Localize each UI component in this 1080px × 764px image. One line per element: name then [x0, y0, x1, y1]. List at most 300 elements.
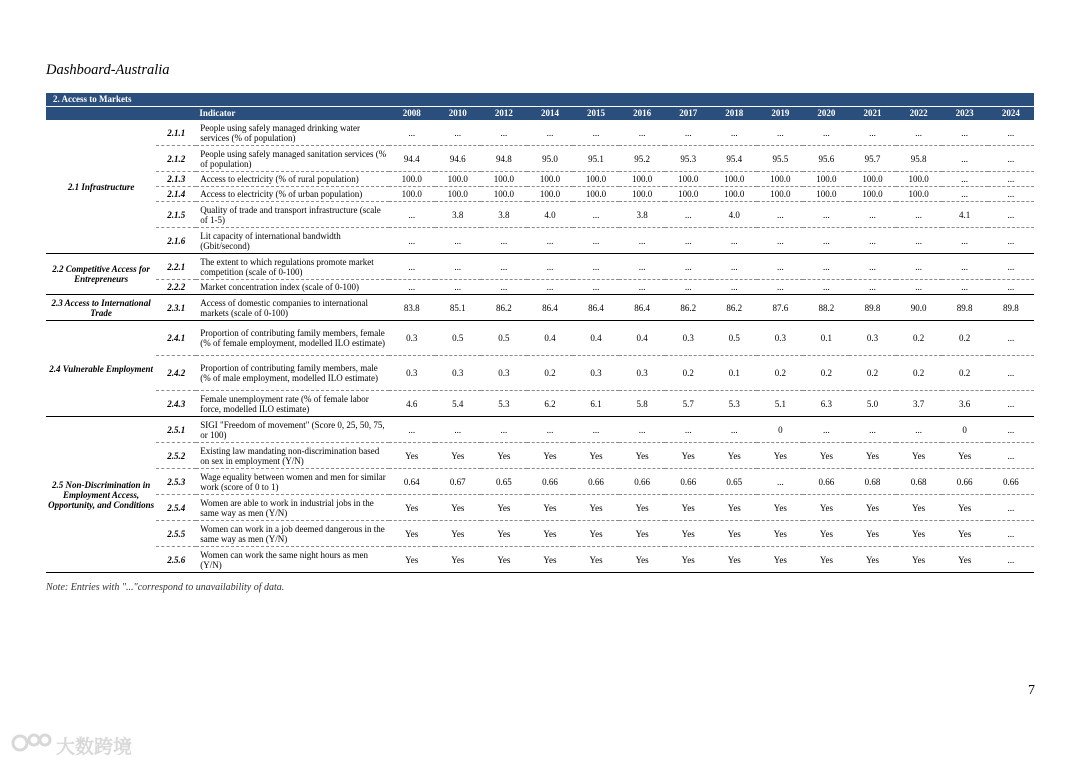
- value-cell: 86.2: [481, 295, 527, 321]
- value-cell: ...: [988, 391, 1034, 417]
- value-cell: ...: [435, 254, 481, 280]
- value-cell: ...: [849, 228, 895, 254]
- value-cell: ...: [988, 280, 1034, 295]
- table-row: [46, 187, 1034, 202]
- value-cell: 0.3: [389, 321, 435, 356]
- indicator-column-header: Indicator: [46, 107, 389, 120]
- value-cell: 95.3: [665, 146, 711, 172]
- section-header: 2. Access to Markets: [46, 93, 1034, 106]
- value-cell: 5.0: [849, 391, 895, 417]
- value-cell: Yes: [942, 443, 988, 469]
- value-cell: Yes: [711, 547, 757, 573]
- value-cell: ...: [988, 254, 1034, 280]
- value-cell: ...: [481, 120, 527, 146]
- value-cell: 95.7: [849, 146, 895, 172]
- value-cell: Yes: [619, 521, 665, 547]
- table-row: [46, 254, 1034, 280]
- value-cell: 100.0: [665, 172, 711, 187]
- value-cell: ...: [527, 228, 573, 254]
- value-cell: 86.2: [711, 295, 757, 321]
- value-cell: 4.0: [527, 202, 573, 228]
- table-row: [46, 202, 1034, 228]
- value-cell: Yes: [896, 443, 942, 469]
- year-header: 2014: [527, 107, 573, 120]
- table-row: [46, 228, 1034, 254]
- table-row: [46, 356, 1034, 391]
- value-cell: Yes: [803, 443, 849, 469]
- value-cell: 95.4: [711, 146, 757, 172]
- indicator-name: People using safely managed drinking water services (% of population): [196, 120, 388, 146]
- value-cell: 0.3: [481, 356, 527, 391]
- indicator-name: Lit capacity of international bandwidth (Gbit/second): [196, 228, 388, 254]
- value-cell: 94.8: [481, 146, 527, 172]
- value-cell: 0.66: [942, 469, 988, 495]
- value-cell: ...: [573, 254, 619, 280]
- value-cell: 0.5: [711, 321, 757, 356]
- value-cell: 83.8: [389, 295, 435, 321]
- value-cell: 94.6: [435, 146, 481, 172]
- value-cell: 0.64: [389, 469, 435, 495]
- indicator-code: 2.4.1: [156, 321, 196, 356]
- value-cell: Yes: [803, 547, 849, 573]
- value-cell: 0.66: [803, 469, 849, 495]
- value-cell: ...: [849, 417, 895, 443]
- value-cell: ...: [942, 280, 988, 295]
- value-cell: 0.3: [757, 321, 803, 356]
- value-cell: Yes: [527, 547, 573, 573]
- indicator-name: Quality of trade and transport infrastructure (scale of 1-5): [196, 202, 388, 228]
- value-cell: 100.0: [849, 172, 895, 187]
- value-cell: 100.0: [757, 172, 803, 187]
- value-cell: ...: [481, 228, 527, 254]
- value-cell: 4.0: [711, 202, 757, 228]
- value-cell: ...: [389, 417, 435, 443]
- value-cell: 95.8: [896, 146, 942, 172]
- value-cell: 0.3: [849, 321, 895, 356]
- indicator-name: Market concentration index (scale of 0-100): [196, 280, 388, 295]
- table-row: [46, 391, 1034, 417]
- value-cell: 100.0: [573, 187, 619, 202]
- value-cell: Yes: [942, 547, 988, 573]
- value-cell: Yes: [389, 443, 435, 469]
- value-cell: 89.8: [988, 295, 1034, 321]
- value-cell: Yes: [481, 547, 527, 573]
- value-cell: 100.0: [711, 172, 757, 187]
- value-cell: ...: [757, 228, 803, 254]
- logo-icon: [10, 732, 56, 759]
- value-cell: ...: [896, 417, 942, 443]
- year-header: 2019: [757, 107, 803, 120]
- value-cell: ...: [619, 120, 665, 146]
- value-cell: 94.4: [389, 146, 435, 172]
- value-cell: Yes: [665, 495, 711, 521]
- value-cell: 5.4: [435, 391, 481, 417]
- value-cell: 95.6: [803, 146, 849, 172]
- value-cell: 0.2: [757, 356, 803, 391]
- value-cell: 0.2: [849, 356, 895, 391]
- document-title: Dashboard-Australia: [46, 62, 170, 78]
- value-cell: ...: [849, 202, 895, 228]
- value-cell: Yes: [849, 495, 895, 521]
- value-cell: 87.6: [757, 295, 803, 321]
- value-cell: Yes: [803, 521, 849, 547]
- value-cell: ...: [573, 120, 619, 146]
- value-cell: 100.0: [896, 187, 942, 202]
- value-cell: 100.0: [435, 187, 481, 202]
- value-cell: Yes: [711, 443, 757, 469]
- value-cell: 100.0: [665, 187, 711, 202]
- value-cell: 3.8: [619, 202, 665, 228]
- table-row: [46, 495, 1034, 521]
- value-cell: ...: [665, 228, 711, 254]
- value-cell: ...: [803, 228, 849, 254]
- value-cell: Yes: [665, 521, 711, 547]
- value-cell: 3.8: [481, 202, 527, 228]
- value-cell: ...: [988, 172, 1034, 187]
- value-cell: 3.6: [942, 391, 988, 417]
- value-cell: ...: [988, 228, 1034, 254]
- indicator-code: 2.1.2: [156, 146, 196, 172]
- value-cell: 0.5: [435, 321, 481, 356]
- value-cell: 0.2: [942, 356, 988, 391]
- indicator-code: 2.1.5: [156, 202, 196, 228]
- value-cell: 100.0: [481, 187, 527, 202]
- value-cell: ...: [711, 228, 757, 254]
- value-cell: ...: [849, 280, 895, 295]
- indicator-name: People using safely managed sanitation services (% of population): [196, 146, 388, 172]
- indicator-name: Women are able to work in industrial jobs in the same way as men (Y/N): [196, 495, 388, 521]
- value-cell: 86.4: [573, 295, 619, 321]
- table-row: [46, 547, 1034, 573]
- value-cell: ...: [942, 172, 988, 187]
- watermark: [10, 732, 132, 759]
- value-cell: ...: [619, 280, 665, 295]
- value-cell: ...: [435, 417, 481, 443]
- value-cell: ...: [435, 228, 481, 254]
- value-cell: 86.4: [619, 295, 665, 321]
- value-cell: ...: [527, 417, 573, 443]
- indicator-table: [46, 107, 1034, 573]
- value-cell: Yes: [389, 495, 435, 521]
- value-cell: 0.2: [803, 356, 849, 391]
- table-row: [46, 280, 1034, 295]
- value-cell: 3.8: [435, 202, 481, 228]
- year-header: 2008: [389, 107, 435, 120]
- value-cell: 95.2: [619, 146, 665, 172]
- value-cell: ...: [435, 120, 481, 146]
- value-cell: ...: [619, 254, 665, 280]
- value-cell: ...: [573, 417, 619, 443]
- indicator-code: 2.4.2: [156, 356, 196, 391]
- value-cell: 4.6: [389, 391, 435, 417]
- value-cell: ...: [896, 228, 942, 254]
- value-cell: 100.0: [619, 187, 665, 202]
- watermark-text: 大数跨境: [56, 736, 133, 758]
- value-cell: ...: [757, 254, 803, 280]
- value-cell: ...: [435, 280, 481, 295]
- value-cell: ...: [988, 495, 1034, 521]
- value-cell: 0.3: [665, 321, 711, 356]
- value-cell: Yes: [619, 443, 665, 469]
- value-cell: ...: [527, 120, 573, 146]
- value-cell: 0.2: [896, 321, 942, 356]
- value-cell: ...: [527, 254, 573, 280]
- indicator-name: Existing law mandating non-discrimination based on sex in employment (Y/N): [196, 443, 388, 469]
- value-cell: ...: [896, 280, 942, 295]
- value-cell: ...: [573, 202, 619, 228]
- value-cell: 0.66: [665, 469, 711, 495]
- table-body: [46, 120, 1034, 573]
- value-cell: 0.2: [896, 356, 942, 391]
- year-header: 2017: [665, 107, 711, 120]
- value-cell: 0.67: [435, 469, 481, 495]
- value-cell: 100.0: [389, 172, 435, 187]
- value-cell: ...: [619, 228, 665, 254]
- value-cell: ...: [389, 202, 435, 228]
- year-header: 2018: [711, 107, 757, 120]
- value-cell: 0.65: [481, 469, 527, 495]
- value-cell: ...: [988, 417, 1034, 443]
- value-cell: ...: [665, 417, 711, 443]
- indicator-code: 2.2.2: [156, 280, 196, 295]
- value-cell: 100.0: [803, 172, 849, 187]
- value-cell: 5.7: [665, 391, 711, 417]
- indicator-name: Female unemployment rate (% of female labor force, modelled ILO estimate): [196, 391, 388, 417]
- value-cell: ...: [803, 254, 849, 280]
- value-cell: ...: [896, 120, 942, 146]
- value-cell: Yes: [389, 521, 435, 547]
- value-cell: 0.2: [942, 321, 988, 356]
- value-cell: Yes: [435, 495, 481, 521]
- value-cell: 100.0: [481, 172, 527, 187]
- value-cell: 89.8: [849, 295, 895, 321]
- indicator-name: Access to electricity (% of urban population): [196, 187, 388, 202]
- value-cell: 0.66: [573, 469, 619, 495]
- value-cell: Yes: [942, 495, 988, 521]
- value-cell: 5.3: [711, 391, 757, 417]
- indicator-name: Proportion of contributing family members, female (% of female employment, modelled ILO estimate): [196, 321, 388, 356]
- value-cell: 0.68: [849, 469, 895, 495]
- value-cell: 100.0: [573, 172, 619, 187]
- table-header-row: [46, 107, 1034, 120]
- year-header: 2016: [619, 107, 665, 120]
- value-cell: 0.5: [481, 321, 527, 356]
- value-cell: 0.66: [527, 469, 573, 495]
- value-cell: ...: [481, 254, 527, 280]
- table-row: [46, 172, 1034, 187]
- year-header: 2020: [803, 107, 849, 120]
- indicator-name: Women can work in a job deemed dangerous in the same way as men (Y/N): [196, 521, 388, 547]
- year-header: 2023: [942, 107, 988, 120]
- indicator-code: 2.1.1: [156, 120, 196, 146]
- table-row: [46, 417, 1034, 443]
- value-cell: Yes: [849, 521, 895, 547]
- value-cell: ...: [942, 254, 988, 280]
- value-cell: 0.1: [803, 321, 849, 356]
- value-cell: ...: [481, 417, 527, 443]
- table-row: [46, 469, 1034, 495]
- value-cell: ...: [665, 202, 711, 228]
- value-cell: ...: [711, 120, 757, 146]
- value-cell: 100.0: [527, 187, 573, 202]
- indicator-code: 2.1.3: [156, 172, 196, 187]
- value-cell: Yes: [896, 521, 942, 547]
- year-header: 2015: [573, 107, 619, 120]
- value-cell: 100.0: [896, 172, 942, 187]
- value-cell: 0.66: [619, 469, 665, 495]
- value-cell: 0: [942, 417, 988, 443]
- value-cell: 6.1: [573, 391, 619, 417]
- value-cell: 100.0: [803, 187, 849, 202]
- value-cell: Yes: [389, 547, 435, 573]
- value-cell: Yes: [757, 495, 803, 521]
- value-cell: ...: [988, 547, 1034, 573]
- value-cell: ...: [711, 417, 757, 443]
- value-cell: ...: [757, 280, 803, 295]
- table-footnote: Note: Entries with "..."correspond to unavailability of data.: [46, 582, 285, 593]
- value-cell: Yes: [849, 443, 895, 469]
- value-cell: ...: [573, 228, 619, 254]
- value-cell: 0.3: [389, 356, 435, 391]
- value-cell: ...: [988, 187, 1034, 202]
- value-cell: ...: [942, 228, 988, 254]
- group-label: 2.4 Vulnerable Employment: [46, 321, 156, 417]
- indicator-name: Women can work the same night hours as men (Y/N): [196, 547, 388, 573]
- value-cell: Yes: [481, 443, 527, 469]
- value-cell: ...: [988, 356, 1034, 391]
- year-header: 2010: [435, 107, 481, 120]
- value-cell: ...: [988, 202, 1034, 228]
- value-cell: 100.0: [711, 187, 757, 202]
- value-cell: 100.0: [757, 187, 803, 202]
- value-cell: ...: [803, 417, 849, 443]
- value-cell: ...: [803, 120, 849, 146]
- value-cell: 86.4: [527, 295, 573, 321]
- value-cell: Yes: [896, 547, 942, 573]
- value-cell: Yes: [757, 547, 803, 573]
- value-cell: Yes: [711, 495, 757, 521]
- group-label: 2.2 Competitive Access for Entrepreneurs: [46, 254, 156, 295]
- value-cell: Yes: [573, 547, 619, 573]
- value-cell: Yes: [619, 495, 665, 521]
- value-cell: 100.0: [619, 172, 665, 187]
- indicator-name: SIGI "Freedom of movement" (Score 0, 25, 50, 75, or 100): [196, 417, 388, 443]
- value-cell: 86.2: [665, 295, 711, 321]
- value-cell: ...: [849, 120, 895, 146]
- value-cell: 6.3: [803, 391, 849, 417]
- value-cell: Yes: [757, 443, 803, 469]
- indicator-code: 2.5.6: [156, 547, 196, 573]
- value-cell: ...: [988, 146, 1034, 172]
- value-cell: Yes: [527, 443, 573, 469]
- value-cell: ...: [711, 280, 757, 295]
- value-cell: ...: [803, 280, 849, 295]
- value-cell: 0.66: [988, 469, 1034, 495]
- value-cell: Yes: [896, 495, 942, 521]
- value-cell: 5.3: [481, 391, 527, 417]
- value-cell: 5.8: [619, 391, 665, 417]
- value-cell: 100.0: [527, 172, 573, 187]
- indicator-code: 2.3.1: [156, 295, 196, 321]
- value-cell: Yes: [573, 495, 619, 521]
- value-cell: ...: [711, 254, 757, 280]
- value-cell: Yes: [665, 547, 711, 573]
- value-cell: 95.5: [757, 146, 803, 172]
- value-cell: 88.2: [803, 295, 849, 321]
- value-cell: Yes: [757, 521, 803, 547]
- value-cell: 89.8: [942, 295, 988, 321]
- value-cell: 0.3: [573, 356, 619, 391]
- value-cell: ...: [942, 187, 988, 202]
- value-cell: ...: [389, 120, 435, 146]
- indicator-name: Wage equality between women and men for similar work (score of 0 to 1): [196, 469, 388, 495]
- indicator-code: 2.1.4: [156, 187, 196, 202]
- value-cell: Yes: [527, 521, 573, 547]
- value-cell: Yes: [435, 521, 481, 547]
- table-row: [46, 295, 1034, 321]
- value-cell: ...: [988, 443, 1034, 469]
- value-cell: 0.65: [711, 469, 757, 495]
- indicator-name: Access of domestic companies to international markets (scale of 0-100): [196, 295, 388, 321]
- indicator-code: 2.5.5: [156, 521, 196, 547]
- value-cell: ...: [527, 280, 573, 295]
- value-cell: ...: [896, 202, 942, 228]
- value-cell: Yes: [665, 443, 711, 469]
- value-cell: 3.7: [896, 391, 942, 417]
- value-cell: 6.2: [527, 391, 573, 417]
- indicator-name: The extent to which regulations promote market competition (scale of 0-100): [196, 254, 388, 280]
- value-cell: 100.0: [435, 172, 481, 187]
- value-cell: Yes: [573, 443, 619, 469]
- table-row: [46, 321, 1034, 356]
- value-cell: Yes: [573, 521, 619, 547]
- value-cell: 0.2: [527, 356, 573, 391]
- year-header: 2024: [988, 107, 1034, 120]
- year-header: 2022: [896, 107, 942, 120]
- value-cell: 100.0: [389, 187, 435, 202]
- value-cell: Yes: [942, 521, 988, 547]
- value-cell: ...: [665, 254, 711, 280]
- value-cell: 0.1: [711, 356, 757, 391]
- value-cell: 0: [757, 417, 803, 443]
- value-cell: ...: [896, 254, 942, 280]
- value-cell: ...: [803, 202, 849, 228]
- table-row: [46, 443, 1034, 469]
- value-cell: Yes: [481, 495, 527, 521]
- value-cell: ...: [988, 120, 1034, 146]
- group-label: 2.5 Non-Discrimination in Employment Access, Opportunity, and Conditions: [46, 417, 156, 573]
- table-row: [46, 521, 1034, 547]
- indicator-code: 2.5.3: [156, 469, 196, 495]
- value-cell: 0.3: [435, 356, 481, 391]
- year-header: 2021: [849, 107, 895, 120]
- value-cell: ...: [757, 202, 803, 228]
- indicator-code: 2.5.2: [156, 443, 196, 469]
- page-number: 7: [1028, 683, 1035, 698]
- value-cell: Yes: [435, 547, 481, 573]
- value-cell: ...: [665, 120, 711, 146]
- value-cell: Yes: [527, 495, 573, 521]
- value-cell: Yes: [711, 521, 757, 547]
- group-label: 2.1 Infrastructure: [46, 120, 156, 254]
- value-cell: 0.4: [619, 321, 665, 356]
- value-cell: ...: [573, 280, 619, 295]
- value-cell: Yes: [803, 495, 849, 521]
- indicator-code: 2.5.4: [156, 495, 196, 521]
- value-cell: 0.68: [896, 469, 942, 495]
- indicator-name: Access to electricity (% of rural population): [196, 172, 388, 187]
- indicator-code: 2.5.1: [156, 417, 196, 443]
